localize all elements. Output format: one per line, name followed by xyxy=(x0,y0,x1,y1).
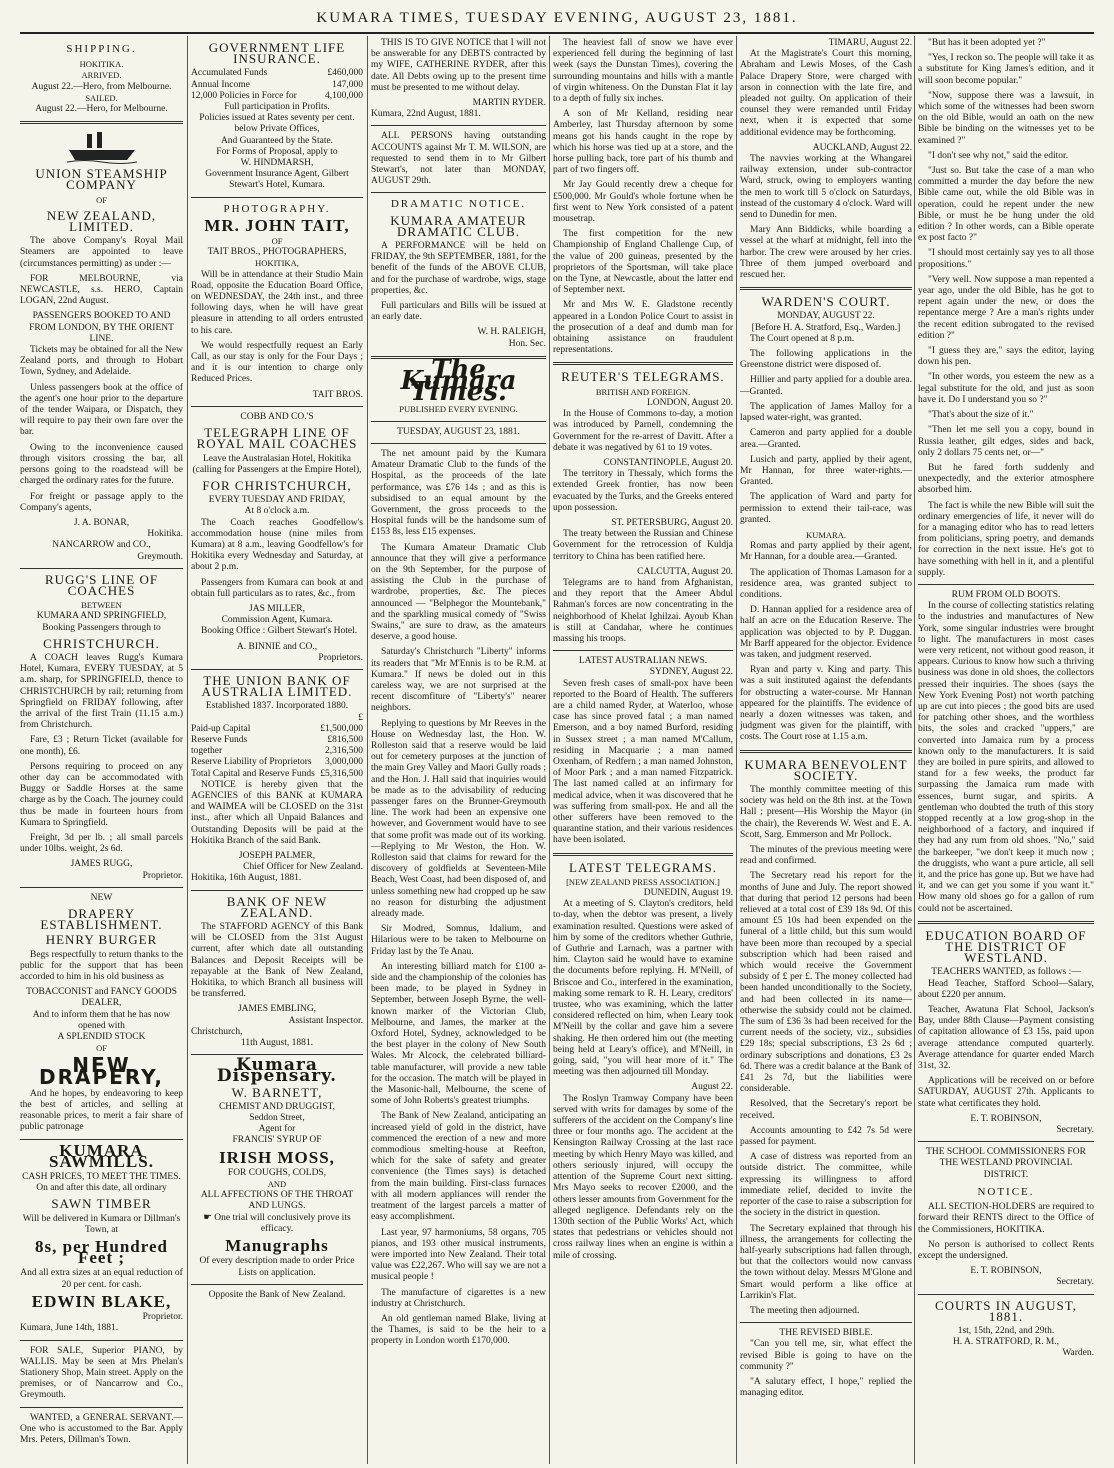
teachers-text: Teacher, Awatuna Flat School, Jackson's Bay, under 88th Clause—Payment consisting of capitation allowance of £3 15s, paid upon average attendance computed quarterly. Average attendance for quarter ended March 31st, 32. xyxy=(918,1005,1094,1072)
divider xyxy=(553,853,733,856)
sailed-line: August 22.—Hero, for Melbourne. xyxy=(35,104,168,115)
divider xyxy=(371,192,546,193)
agent-nancarrow-place: Greymouth. xyxy=(137,551,183,562)
column-3 xyxy=(371,38,546,1463)
funds-row xyxy=(191,68,363,79)
syrup-label: FRANCIS' SYRUP OF xyxy=(232,1135,322,1146)
ruggs-sign-role: Proprietor. xyxy=(142,870,183,881)
notice-heading: NOTICE. xyxy=(977,1185,1035,1198)
bible-text: "That's about the size of it." xyxy=(928,410,1034,421)
gov-insurance-title: GOVERNMENT LIFE INSURANCE. xyxy=(208,40,346,67)
bible-text: "A salutary effect, I hope," replied the managing editor. xyxy=(740,1376,912,1399)
column-4 xyxy=(553,38,733,1463)
robinson-name: E. T. ROBINSON, xyxy=(970,1266,1042,1277)
cobb-subtitle: TELEGRAPH LINE OF ROYAL MAIL COACHES xyxy=(196,425,358,452)
court-text: Hillier and party applied for a double area.—Granted. xyxy=(740,375,912,397)
cobb-text: Passengers from Kumara can book at and obtain full particulars as to rates, &c., from xyxy=(191,577,363,599)
society-text: The monthly committee meeting of this society was held on the 8th inst. at the Town Hall ; present—His Worship the Mayor (in the chair), the Reverends W. West and E. A. Scott, Sarg. Emmerson and Mr Pollock. xyxy=(740,784,912,840)
paper-title: The Kumara Times. xyxy=(400,354,517,408)
tait-text: Will be in attendance at their Studio Main Road, opposite the Education Board Office, on WEDNESDAY, the 24th inst., and three following days, when he will have great pleasure in attending to all orders entrusted to his care. xyxy=(191,269,363,336)
editorial-paragraph: Sir Modred, Somnus, Idalium, and Hilarious were to be taken to Melbourne on Friday last by the Te Anau. xyxy=(371,924,546,957)
funds-value: £460,000 xyxy=(327,68,363,79)
bible-text: "Very well. Now suppose a man repented a year ago, under the old Bible, has he got to repent again under the new, or does the repentance merge ? Are a man's rights under the recent edition subrogated to the revised edition ?" xyxy=(918,274,1094,341)
manugraphs-heading: Manugraphs xyxy=(225,1236,329,1256)
editorial-paragraph: Last year, 97 harmoniums, 58 organs, 705 pianos, and 193 other musical instruments, were imported into New Zealand. Their total value was £22,267. Who will say we are not a musical people ! xyxy=(371,1227,546,1283)
divider xyxy=(918,584,1094,585)
divider xyxy=(191,669,363,670)
tait-sign: TAIT BROS. xyxy=(312,389,363,400)
palmer-name: JOSEPH PALMER, xyxy=(238,851,316,861)
arrived-label: ARRIVED. xyxy=(81,70,122,81)
editorial-paragraph: The Kumara Amateur Dramatic Club announce that they will give a performance on the 9th September, for the purpose of assisting the Club in the purchase of wardrobe, properties, &c. The pieces announced — "Belphegor the Mountebank," and the sparkling musical comedy of "Swiss Swains," are sure to draw, as the amateurs deserve, a good house. xyxy=(371,542,546,643)
telegram-text: Telegrams are to hand from Afghanistan, and they report that the Ameer Abdul Rahman's forces are now concentrating in the neighborhood of Khelat Ighilzai. Ayoub Khan is still at Candahar, where he continues massing his troops. xyxy=(553,577,733,644)
dateline: CONSTANTINOPLE, August 20. xyxy=(603,457,733,468)
barnett-address: Seddon Street, xyxy=(249,1113,305,1124)
teachers-wanted: TEACHERS WANTED, as follows :— xyxy=(931,967,1081,978)
bible-text: "But has it been adopted yet ?" xyxy=(928,38,1046,48)
gov-text: Policies issued at Rates seventy per cent. below Private Offices, xyxy=(199,113,355,135)
irish-moss: IRISH MOSS, xyxy=(219,1147,335,1167)
bible-text: "I should most certainly say yes to all those propositions." xyxy=(918,248,1094,270)
society-text: The minutes of the previous meeting were read and confirmed. xyxy=(740,845,912,867)
union-text: The above Company's Royal Mail Steamers are appointed to leave (circumstances permitting) as under :— xyxy=(20,236,183,269)
bank-text: NOTICE is hereby given that the AGENCIES of this BANK at KUMARA and WAIMEA will be CLOSED on the 31st inst., after which all Unpaid Balances and Outstanding Deposits will be paid at the Hokitika Branch of the said Bank. xyxy=(191,779,363,846)
passengers-booked: PASSENGERS BOOKED TO AND FROM LONDON, BY THE ORIENT LINE. xyxy=(29,311,174,344)
society-text: Resolved, that the Secretary's report be received. xyxy=(740,1099,912,1121)
currency-symbol: £ xyxy=(358,712,363,723)
cobb-days: EVERY TUESDAY AND FRIDAY, xyxy=(208,495,346,506)
miller-name: JAS MILLER, xyxy=(249,603,305,614)
courts-dates: 1st, 15th, 22nd, and 29th. xyxy=(957,1325,1055,1336)
dateline: CALCUTTA, August 20. xyxy=(637,566,733,577)
telegram-text: In the House of Commons to-day, a motion was introduced by Parnell, condemning the Government for the re-arrest of Davitt. After a debate it was negatived by 61 to 19 votes. xyxy=(553,409,733,453)
society-text: The Secretary explained that through his illness, the arrangements for collecting the half-yearly subscriptions had fallen through, but that the collectors would now canvass the town without delay. Messrs M'Glone and Smart would perform a like office at Larrikin's Flat. xyxy=(740,1223,912,1301)
revised-bible-heading: THE REVISED BIBLE. xyxy=(779,1328,873,1339)
burger-name: HENRY BURGER xyxy=(45,932,158,948)
editorial-paragraph: An old gentleman named Blake, living at the Thames, is said to be the heir to a property in London worth £170,000. xyxy=(371,1313,546,1347)
divider xyxy=(191,1284,363,1285)
burger-trade: TOBACCONIST and FANCY GOODS DEALER, xyxy=(26,987,177,1009)
dispensary-title: Kumara Dispensary. xyxy=(216,1055,338,1087)
moss-trial xyxy=(191,1213,363,1235)
divider xyxy=(371,125,546,126)
teachers-text: Head Teacher, Stafford School—Salary, about £220 per annum. xyxy=(918,978,1094,1000)
notice-text: No person is authorised to collect Rents except the undersigned. xyxy=(918,1239,1094,1261)
capital-label: Total Capital and Reserve Funds xyxy=(191,768,315,779)
kumara-subhead: KUMARA. xyxy=(806,529,846,540)
sailed-label: SAILED. xyxy=(85,92,118,103)
hokitika-subhead: HOKITIKA. xyxy=(79,59,124,70)
telegram-text: At the Magistrate's Court this morning, Abraham and Lewis Moses, of the Cash Palace Drapery Store, were charged with arson in connection with the late fire, and pleaded not guilty. On application of their counsel they were remanded until Friday next, when it is expected that some additional evidence may be forthcoming. xyxy=(740,49,912,138)
sawmills-text: And all extra sizes at an equal reduction of 20 per cent. for cash. xyxy=(20,1268,183,1290)
barnett-name: W. BARNETT, xyxy=(231,1084,323,1100)
sawmills-text: CASH PRICES, TO MEET THE TIMES. xyxy=(22,1172,181,1183)
cobb-time: At 8 o'clock a.m. xyxy=(244,506,310,517)
sawmills-text: On and after this date, all ordinary xyxy=(36,1183,167,1194)
court-date: MONDAY, AUGUST 22. xyxy=(777,311,875,322)
raleigh-role: Hon. Sec. xyxy=(508,338,546,349)
bible-text: "Then let me sell you a copy, bound in Russia leather, gilt edges, sides and back, only 2 dollars 75 cents net, or—" xyxy=(918,425,1094,458)
dramatic-notice-heading: DRAMATIC NOTICE. xyxy=(390,198,527,211)
telegram-text: The Roslyn Tramway Company have been served with writs for damages by some of the sufferers of the accident on the Company's line three or four months ago. The accident at the Kensington Railway Crossing at the last race meeting by which Henry Mayo was killed, and others seriously injured, will occupy the attention of the Supreme Court next sitting. Mrs Mayo seeks to recover £2000, and the others lesser amounts from Government for the alleged negligence. Defendants rely on the 130th section of the Public Works' Act, which states that pedestrians or vehicles should not cross railway lines when an engine is within a mile of crossing. xyxy=(553,1093,733,1261)
court-text: Ryan and party v. King and party. This was a suit instituted against the defendants for obstructing a water-course. Mr Hannan appeared for the plaintiffs. The evidence of nearly a dozen witnesses was taken, and judgment was given for the plaintiff, with costs. The Court rose at 1.15 a.m. xyxy=(740,665,912,743)
funds-value: 147,000 xyxy=(332,79,363,90)
rum-heading: RUM FROM OLD BOOTS. xyxy=(951,589,1061,600)
divider xyxy=(918,1294,1094,1295)
ruggs-between: BETWEEN xyxy=(81,600,122,611)
divider xyxy=(191,197,363,198)
union-title: UNION STEAMSHIP COMPANY xyxy=(35,166,168,193)
ruggs-text: Freight, 3d per lb. ; all small parcels under 10lbs. weight, 2s 6d. xyxy=(20,832,183,855)
bnz-title: BANK OF NEW ZEALAND. xyxy=(226,893,328,920)
column-2 xyxy=(191,38,363,1463)
education-board-title: EDUCATION BOARD OF THE DISTRICT OF WESTLAND. xyxy=(925,927,1087,966)
column-6 xyxy=(918,38,1094,1463)
burger-text: Begs respectfully to return thanks to the public for the support that has been accorded to him in his old business as xyxy=(20,949,183,983)
wardens-court-heading: WARDEN'S COURT. xyxy=(761,294,891,310)
bnz-text: The STAFFORD AGENCY of this Bank will be CLOSED from the 31st August current, after which date all outstanding Balances and Deposit Receipts will be repayable at the Bank of New Zealand, Hokitika, to which Branch all business will be transferred. xyxy=(191,922,363,1000)
union-bank-est: Established 1837. Incorporated 1880. xyxy=(205,701,349,712)
news-paragraph: Mr and Mrs W. E. Gladstone recently appeared in a London Police Court to assist in the prosecution of a deaf and dumb man for obtaining assistance on fraudulent representations. xyxy=(553,300,733,356)
divider xyxy=(20,1139,183,1140)
court-text: The application of Ward and party for permission to extend their tail-race, was granted. xyxy=(740,492,912,525)
tait-bros: TAIT BROS., PHOTOGRAPHERS, xyxy=(207,247,347,258)
sawmills-title: KUMARA SAWMILLS. xyxy=(49,1140,154,1171)
masthead: KUMARA TIMES, TUESDAY EVENING, AUGUST 23, 1881. xyxy=(316,10,798,26)
burger-stock: A SPLENDID STOCK xyxy=(57,1032,146,1043)
servant-wanted: WANTED, a GENERAL SERVANT.—One who is accustomed to the Bar. Apply Mrs. Peters, Dillman's Town. xyxy=(20,1412,183,1445)
column-divider xyxy=(549,36,550,1464)
ruggs-text: Persons requiring to proceed on any other day can be accommodated with Buggy or Saddle Horses at the same charge as by the Coach. The journey could thus be made in fourteen hours from Kumara to Springfield. xyxy=(20,761,183,828)
editorial-date: TUESDAY, AUGUST 23, 1881. xyxy=(397,426,520,437)
capital-label: Paid-up Capital xyxy=(191,723,251,734)
wilson-notice: ALL PERSONS having outstanding ACCOUNTS against Mr T. M. WILSON, are requested to send them in to Mr Gilbert Stewart's, not later than MONDAY, AUGUST 29th. xyxy=(371,131,546,187)
funds-row xyxy=(191,80,363,91)
editorial-paragraph: The Bank of New Zealand, anticipating an increased yield of gold in the district, have commenced the erection of a new and more commodious smelting-house at Reefton, which for the sake of safety and greater convenience (the Times says) is detached from the main building. First-class furnaces with all modern appliances will render the treatment of the largest parcels a matter of easy accomplishment. xyxy=(371,1111,546,1223)
column-divider xyxy=(736,36,737,1464)
british-foreign: BRITISH AND FOREIGN. xyxy=(595,386,691,397)
telegram-text: At a meeting of S. Clayton's creditors, held to-day, when the debtor was present, a lively examination resulted. Questions were asked of him by some of the creditors whether Guthrie, of Guthrie and Larnach, was a partner with him. Clayton said he would have to examine the documents before replying. H. M'Neill, of Briscoe and Co., interfered in the examination, making some remark to R. H. Leary, creditors' trustee, who was examining, which the latter considered reflected on him, when Leary took M'Neill by the collar and gave him a severe shaking. He then ordered him out (the meeting being held at Leary's office), and M'Neill, in going, said, "you will hear more of it." The meeting was then adjourned till Monday. xyxy=(553,899,733,1078)
reuters-heading: REUTER'S TELEGRAMS. xyxy=(561,369,725,385)
bible-text: "In other words, you esteem the new as a legal substitute for the old, and just as soon have it. Do I understand you so ?" xyxy=(918,372,1094,405)
gov-text: Government Insurance Agent, Gilbert Stewart's Hotel, Kumara. xyxy=(205,169,349,191)
divider xyxy=(553,362,733,365)
photography-heading: PHOTOGRAPHY. xyxy=(223,202,331,215)
dateline: SYDNEY, August 22. xyxy=(649,667,733,678)
telegram-text: Seven fresh cases of small-pox have been reported to the Board of Health. The sufferers are a child named Ryder, at Waterloo, whose case has since proved fatal ; a man named Emerson, and a boy named Burford, residing in Sussex street ; a man named M'Callum, residing in Macquarie ; a man named Oxenham, of Redfern ; a man named Johnston, of Moor Park ; and a man named Fitzpatrick. The last named called at an infirmary for medical advice, when it was discovered that he was suffering from small-pox. He and all the other sufferers have been removed to the quarantine station, and their various residences have been isolated. xyxy=(553,678,733,846)
court-text: The Court opened at 8 p.m. xyxy=(750,333,855,344)
capital-row xyxy=(191,724,363,735)
editorial-paragraph: An interesting billiard match for £100 a-side and the championship of the colonies has been made, to be played in Sydney in September, between Joseph Byrne, the well-known marker of the Victorian Club, Melbourne, and James, the marker at the Oxford Hotel, Sydney, acknowledged to be the best player in the colony of New South Wales. Mr Alcock, the celebrated billiard-table manufacturer, will provide a new table for the occasion. The match will be played in the Masonic-hall, Melbourne, the scene of some of John Roberts's greatest triumphs. xyxy=(371,961,546,1107)
bible-text: "Yes, I reckon so. The people will take it as a substitute for King James's edition, and it will soon become popular." xyxy=(918,53,1094,86)
society-text: Accounts amounting to £42 7s 5d were passed for payment. xyxy=(740,1125,912,1148)
miller-role: Commission Agent, Kumara. xyxy=(221,615,333,626)
gov-text: Full participation in Profits. xyxy=(224,102,330,113)
column-divider xyxy=(187,36,188,1464)
divider xyxy=(371,421,546,422)
raleigh-name: W. H. RALEIGH, xyxy=(477,327,546,338)
embling-name: JAMES EMBLING, xyxy=(237,1004,317,1015)
binnie-name: A. BINNIE and CO., xyxy=(236,641,318,652)
capital-row xyxy=(191,735,363,746)
australian-news-heading: LATEST AUSTRALIAN NEWS. xyxy=(578,656,708,667)
editorial-paragraph: The net amount paid by the Kumara Amateur Dramatic Club to the funds of the Hospital, as the proceeds of the late performance, was £76 14s ; and as this is subsidised to an equal amount by the Government, the gross proceeds to the Hospital funds will be the handsome sum of £153 8s, less £15 expenses. xyxy=(371,448,546,538)
drapery-title: DRAPERY ESTABLISHMENT. xyxy=(40,906,163,933)
court-before: [Before H. A. Stratford, Esq., Warden.] xyxy=(751,322,901,333)
capital-label: Reserve Liability of Proprietors xyxy=(191,757,312,768)
union-nz: NEW ZEALAND, LIMITED. xyxy=(46,207,157,235)
binnie-role: Proprietors. xyxy=(318,652,363,663)
capital-value: 3,000,000 xyxy=(325,757,363,768)
blake-role: Proprietor. xyxy=(142,1312,183,1323)
society-text: The Secretary read his report for the months of June and July. The report showed that during that period 12 persons had been relieved at a total cost of £39 18s 9d. Of this amount £5 10s had been expended on the funeral of a little child, but this sum would have been more than recouped by a special subscription which had been raised and which would receive the Government subsidy of £ per £. The money collected had been handed unconditionally to the Society, and had been collected in its name—otherwise the subsidy could not be claimed. The sum of £36 3s had been received for the current needs of the society, viz., subsidies £29 18s; special subscriptions, £3 2s 6d ; ordinary subscriptions and donations, £3 2s 6d. There was a credit balance at the Bank of £41 2s 7d, but the liabilities were considerable. xyxy=(740,871,912,1095)
divider xyxy=(20,887,183,888)
courts-heading: COURTS IN AUGUST, 1881. xyxy=(934,1297,1078,1324)
tait-of: OF xyxy=(271,236,283,247)
court-text: The application of James Malloy for a lapsed water-right, was granted. xyxy=(740,401,912,424)
bible-text: The fact is while the new Bible will suit the ordinary emergencies of life, it never will do for a managing editor who has to read letters from politicians, spring poetry, and demands for correction in the next issue. He's got to have something with hell in it, and a plentiful supply. xyxy=(918,500,1094,578)
bible-text: "Just so. But take the case of a man who committed a murder the day before the new Bible came out, while the old Bible was in operation, could he repent under the new Bible, or must he be hung under the old edition ? In other words, can a Bible operate ex post facto ?" xyxy=(918,166,1094,244)
capital-row xyxy=(191,757,363,768)
gov-text: For Forms of Proposal, apply to xyxy=(216,146,338,157)
club-text: Full particulars and Bills will be issued at an early date. xyxy=(371,301,546,323)
union-text: Tickets may be obtained for all the New Zealand ports, and through to Hobart Town, Sydney, and Adelaide. xyxy=(20,345,183,378)
funds-value: 4,100,000 xyxy=(325,90,363,101)
teachers-text: Applications will be received on or before SATURDAY, AUGUST 27th. Applicants to state what certificates they hold. xyxy=(918,1076,1094,1109)
hindmarsh-name: W. HINDMARSH, xyxy=(240,158,314,169)
divider xyxy=(191,890,363,891)
divider xyxy=(191,406,363,407)
capital-value: £1,500,000 xyxy=(320,723,363,734)
ruggs-text: Fare, £3 ; Return Ticket (available for one month), £6. xyxy=(20,735,183,757)
agent-bonar-place: Hokitika. xyxy=(147,529,183,540)
news-paragraph: A son of Mr Kelland, residing near Amberley, last Thursday afternoon by some means got his hands caught in the rope by which his horse was tied up at a store, and the horse pulling back, tore part of his thumb and part of two fingers off. xyxy=(553,109,733,176)
court-text: Lusich and party, applied by their agent, Mr Hannan, for three water-rights.—Granted. xyxy=(740,454,912,488)
cobb-title: COBB AND CO.'S xyxy=(240,411,314,422)
robinson-role: Secretary. xyxy=(1056,1277,1094,1288)
tait-name: MR. JOHN TAIT, xyxy=(204,215,350,235)
bible-text: "Now, suppose there was a lawsuit, in which some of the witnesses had been sworn on the old Bible, would an oath on the new Bible be binding on the witnesses yet to be examined ?" xyxy=(918,90,1094,146)
telegram-text: Mary Ann Biddicks, while boarding a vessel at the wharf at midnight, fell into the harbor. The crew were aroused by her cries. Three of them jumped overboard and rescued her. xyxy=(740,225,912,281)
agent-nancarrow: NANCARROW and CO., xyxy=(52,540,151,551)
dateline: LONDON, August 20. xyxy=(646,397,733,408)
capital-row xyxy=(191,769,363,780)
dateline: ST. PETERSBURG, August 20. xyxy=(611,517,733,528)
capital-value: £5,316,500 xyxy=(320,768,363,779)
funds-label: Accumulated Funds xyxy=(191,68,268,79)
ruggs-dest: CHRISTCHURCH. xyxy=(43,635,160,651)
telegram-text: The territory in Thessaly, which forms the extended Greek frontier, has now been evacuated by the Turks, and the Greeks entered upon possession. xyxy=(553,469,733,513)
pointing-hand-icon: ☛ xyxy=(203,1212,215,1223)
press-association: [NEW ZEALAND PRESS ASSOCIATION.] xyxy=(566,876,720,887)
embling-date: 11th August, 1881. xyxy=(241,1038,313,1049)
ruggs-text: A COACH leaves Rugg's Kumara Hotel, Kumara, EVERY TUESDAY, at 5 a.m. sharp, for SPRINGFIELD, thence to CHRISTCHURCH by rail; returning from Springfield on FRIDAY following, after the arrival of the first Train (11.15 a.m.) from Christchurch. xyxy=(20,652,183,731)
funds-row xyxy=(191,91,363,102)
piano-sale: FOR SALE, Superior PIANO, by WALLIS. May be seen at Mrs Phelan's Stationery Shop, Main street. Apply on the premises, or of Nancarrow and Co., Greymouth. xyxy=(20,1345,183,1401)
moss-text: FOR COUGHS, COLDS, xyxy=(227,1167,327,1178)
tait-text: We would respectfully request an Early Call, as our stay is only for the Four Days ; and it is our intention to charge only Reduced Prices. xyxy=(191,340,363,385)
editorial-paragraph: The manufacture of cigarettes is a new industry at Christchurch. xyxy=(371,1287,546,1309)
ryder-notice: THIS IS TO GIVE NOTICE that I will not be answerable for any DEBTS contracted by my WIFE, CATHERINE RYDER, after this date. All Debts owing up to the present time must be presented to me without delay. xyxy=(371,38,546,93)
capital-value: £816,500 xyxy=(327,734,363,745)
divider xyxy=(918,1141,1094,1142)
funds-label: Annual Income xyxy=(191,79,250,90)
divider xyxy=(20,1407,183,1408)
column-5 xyxy=(740,38,912,1463)
moss-text: ALL AFFECTIONS OF THE THROAT AND LUNGS. xyxy=(200,1190,354,1212)
notice-text: ALL SECTION-HOLDERS are required to forward their RENTS direct to the Office of the Commissioners, HOKITIKA. xyxy=(918,1202,1094,1235)
telegram-text: The treaty between the Russian and Chinese Government for the retrocession of Kuldja territory to China has been ratified here. xyxy=(553,529,733,562)
divider xyxy=(371,443,546,444)
dateline: AUCKLAND, August 22. xyxy=(812,142,912,153)
union-text: FOR MELBOURNE, via NEWCASTLE, s.s. HERO, Captain LOGAN, 22nd August. xyxy=(20,273,183,307)
bible-text: "I don't see why not," said the editor. xyxy=(928,150,1069,161)
bible-text: "Can you tell me, sir, what effect the revised Bible is going to have on the community ?" xyxy=(740,1339,912,1372)
arrived-line: August 22.—Hero, from Melbourne. xyxy=(31,81,172,92)
dateline: August 22. xyxy=(691,1082,733,1093)
divider xyxy=(740,750,912,753)
society-text: A case of distress was reported from an outside district. The committee, while expressing its willingness to afford immediate relief, decided to invite the reporter of the case to raise a subscription for the society in the district in question. xyxy=(740,1152,912,1219)
agent-for: Agent for xyxy=(258,1124,296,1135)
divider xyxy=(20,568,183,569)
bible-text: "I guess they are," says the editor, laying down his pen. xyxy=(918,346,1094,368)
agent-bonar: J. A. BONAR, xyxy=(73,517,130,528)
capital-label: together xyxy=(191,746,223,757)
published-line: PUBLISHED EVERY EVENING. xyxy=(399,404,518,415)
rum-text: In the course of collecting statistics relating to the industries and manufactures of New York, some singular industries were brought to light. The manufacturers in most cases were very reticent, not without good reason, it appears. Curious to know how such a thriving business was done in old shoes, the collectors pressed their inquiries. The shoes (says the New York Evening Post) not worth patching up are cut into pieces ; the good bits are used for patching other shoes, and the worthless bits, the soles and cracked "uppers," are converted into Jamaica rum by a process known only to the manufacturers. It is said they are boiled in pure spirits, and allowed to stand for a few weeks, the product far surpassing the Jamaica rum made with essences, burnt sugar, and spirits. A gentleman who doubted the truth of this story stopped recently at a low grog-shop in the neighborhood of a factory, and inquired if they had any rum from old shoes. "No," said the barkeeper, "we don't keep it much now ; the druggists, who want a pure article, all sell it, and the price has gone up. But we have had it, and we can get you some if you want it." How many old shoes go for a gallon of rum could not be ascertained. xyxy=(918,601,1094,914)
union-text: Owing to the inconvenience caused through visitors crossing the bar, all persons going to the roadstead will be charged the ordinary rates for the future. xyxy=(20,442,183,487)
robinson-role: Secretary. xyxy=(1056,1125,1094,1136)
ryder-name: MARTIN RYDER. xyxy=(472,98,546,109)
palmer-date: Hokitika, 16th August, 1881. xyxy=(191,873,302,884)
moss-and: AND xyxy=(267,1179,287,1190)
embling-place: Christchurch, xyxy=(191,1026,243,1037)
divider xyxy=(918,921,1094,924)
column-divider xyxy=(914,36,915,1464)
dateline: TIMARU, August 22. xyxy=(828,38,912,48)
blake-date: Kumara, June 14th, 1881. xyxy=(20,1323,119,1334)
gov-text: And Guaranteed by the State. xyxy=(220,135,334,146)
commissioners-title: THE SCHOOL COMMISSIONERS FOR THE WESTLAND PROVINCIAL DISTRICT. xyxy=(926,1147,1086,1180)
divider xyxy=(553,650,733,651)
opposite-bnz: Opposite the Bank of New Zealand. xyxy=(208,1289,346,1300)
cobb-text: The Coach reaches Goodfellow's accommodation house (nine miles from Kumara) at 8 a.m., leaving Goodfellow's for Hokitika every Wednesday and Saturday, at about 2 p.m. xyxy=(191,517,363,573)
union-of: OF xyxy=(96,194,107,205)
divider xyxy=(20,121,183,124)
club-title: KUMARA AMATEUR DRAMATIC CLUB. xyxy=(390,212,527,239)
funds-table xyxy=(191,68,363,102)
union-bank-title: THE UNION BANK OF AUSTRALIA LIMITED. xyxy=(201,672,353,700)
divider xyxy=(20,1340,183,1341)
news-paragraph: The first competition for the new Championship of England Challenge Cup, of the value of 200 guineas, presented by the proprietors of the Sportsman, will take place on the Tyne, at Newcastle, about the latter end of September next. xyxy=(553,229,733,296)
cobb-text: Leave the Australasian Hotel, Hokitika (calling for Passengers at the Empire Hotel), xyxy=(192,453,362,475)
court-text: D. Hannan applied for a residence area of half an acre on the Education Reserve. The application was objected to by P. Duggan. Mr Barff appeared for the objector. Evidence was taken, and judgment reserved. xyxy=(740,605,912,660)
stratford-name: H. A. STRATFORD, R. M., xyxy=(952,1337,1060,1348)
embling-role: Assistant Inspector. xyxy=(288,1015,363,1026)
ruggs-sign: JAMES RUGG, xyxy=(70,859,133,870)
telegram-text: The navvies working at the Whangarei railway extension, under sub-contractor Ward, struck, owing to employers wanting the men to work till 5 o'clock on Saturdays, instead of the customary 4 o'clock. Ward will send to Dunedin for men. xyxy=(740,154,912,221)
benevolent-heading: KUMARA BENEVOLENT SOCIETY. xyxy=(744,756,908,783)
latest-telegrams-heading: LATEST TELEGRAMS. xyxy=(569,859,717,875)
capital-value: 2,316,500 xyxy=(325,746,363,757)
robinson-name: E. T. ROBINSON, xyxy=(970,1113,1042,1124)
timber-price: 8s, per Hundred Feet ; xyxy=(35,1237,168,1268)
ruggs-route: KUMARA AND SPRINGFIELD, xyxy=(36,611,167,622)
court-text: The application of Thomas Lamason for a residence area, was granted subject to conditions. xyxy=(740,567,912,600)
capital-label: Reserve Funds xyxy=(191,734,248,745)
new-drapery-heading: NEW DRAPERY, xyxy=(39,1053,164,1089)
union-text: Unless passengers book at the office of the agent's one hour prior to the departure of the tender Waipara, or Dispatch, they will require to pay their own fare over the bar. xyxy=(20,382,183,438)
ruggs-title: RUGG'S LINE OF COACHES xyxy=(44,571,159,598)
cobb-text: Booking Office : Gilbert Stewart's Hotel. xyxy=(201,626,358,637)
barnett-role: CHEMIST AND DRUGGIST, xyxy=(218,1101,336,1112)
burger-of: OF xyxy=(96,1043,107,1054)
burger-text: And to inform them that he has now opened with xyxy=(32,1009,171,1031)
palmer-role: Chief Officer for New Zealand. xyxy=(243,862,363,873)
capital-table xyxy=(191,724,363,780)
tait-place: HOKITIKA, xyxy=(255,258,299,269)
editorial-paragraph: Replying to questions by Mr Reeves in the House on Wednesday last, the Hon. W. Rolleston said that a reserve would be laid out for cemetery purposes at the junction of the main Grey Valley and Maori Gully roads ; and the Hon. J. Hall said that inquiries would be made as to the advisability of reducing passenger fares on the Brunner-Greymouth line. The work had been an expensive one however, and Government would have to see that some profit was made out of its working.—Replying to Mr Weston, the Hon. W. Rolleston said that claims for reward for the discovery of goldfields at Seventeen-Mile Beach, West Coast, had been disposed of, and unless something new had cropped up he saw no reason for disturbing the adjustment already made. xyxy=(371,718,546,920)
shipping-heading: SHIPPING. xyxy=(66,43,137,55)
column-divider xyxy=(367,36,368,1464)
club-text: A PERFORMANCE will be held on FRIDAY, the 9th SEPTEMBER, 1881, for the benefit of the funds of the ABOVE CLUB, and for the purchase of wardrobe, wigs, stage properties, &c. xyxy=(371,241,546,296)
court-text: Cameron and party applied for a double area.—Granted. xyxy=(740,428,912,450)
court-text: Romas and party applied by their agent, Mr Hannan, for a double area.—Granted. xyxy=(740,541,912,563)
capital-row xyxy=(191,746,363,757)
drapery-new: NEW xyxy=(90,892,113,903)
news-paragraph: Mr Jay Gould recently drew a cheque for £500,000. Mr Gould's whole fortune when he first went to New York consisted of a patent mousetrap. xyxy=(553,180,733,225)
ruggs-booking: Booking Passengers through to xyxy=(42,622,161,633)
society-text: The meeting then adjourned. xyxy=(750,1305,860,1316)
bible-text: But he fared forth suddenly and unexpectedly, and the exterior atmosphere absorbed him. xyxy=(918,462,1094,496)
editorial-paragraph: Saturday's Christchurch "Liberty" informs its readers that "Mr M'Ennis is to be R.M. at Kumara." If news be doled out in this careless way, we are not surprised at the recent discomfiture of "Liberty's" nearer neighbors. xyxy=(371,647,546,714)
court-text: The following applications in the Greenstone district were disposed of. xyxy=(740,349,912,371)
column-1 xyxy=(20,38,183,1463)
manugraphs-text: Of every description made to order Price Lists on application. xyxy=(199,1256,355,1278)
burger-text: And he hopes, by endeavoring to keep the best of articles, and selling at reasonable prices, to merit a fair share of public patronage xyxy=(20,1088,183,1133)
moss-trial-text: One trial will conclusively prove its efficacy. xyxy=(214,1212,351,1234)
divider xyxy=(740,287,912,290)
news-paragraph: The heaviest fall of snow we have ever experienced fell during the beginning of last week (says the Dunstan Times), covering the surrounding mountains and hills with a mantle of virgin whiteness. On the Dunstan Flat it lay to a depth of fully six inches. xyxy=(553,38,733,105)
stratford-role: Warden. xyxy=(1062,1348,1094,1359)
sawmills-text: Will be delivered in Kumara or Dillman's Town, at xyxy=(22,1213,181,1235)
cobb-dest: FOR CHRISTCHURCH, xyxy=(202,477,352,493)
divider xyxy=(740,1322,912,1323)
masthead-rule xyxy=(20,32,1094,34)
blake-name: EDWIN BLAKE, xyxy=(31,1291,172,1311)
union-text: For freight or passage apply to the Company's agents, xyxy=(20,491,183,513)
ryder-date: Kumara, 22nd August, 1881. xyxy=(371,109,481,120)
sawn-timber: SAWN TIMBER xyxy=(51,1196,152,1212)
dateline: DUNEDIN, August 19. xyxy=(643,888,733,899)
funds-label: 12,000 Policies in Force for xyxy=(191,90,297,101)
steamship-icon xyxy=(67,130,137,164)
